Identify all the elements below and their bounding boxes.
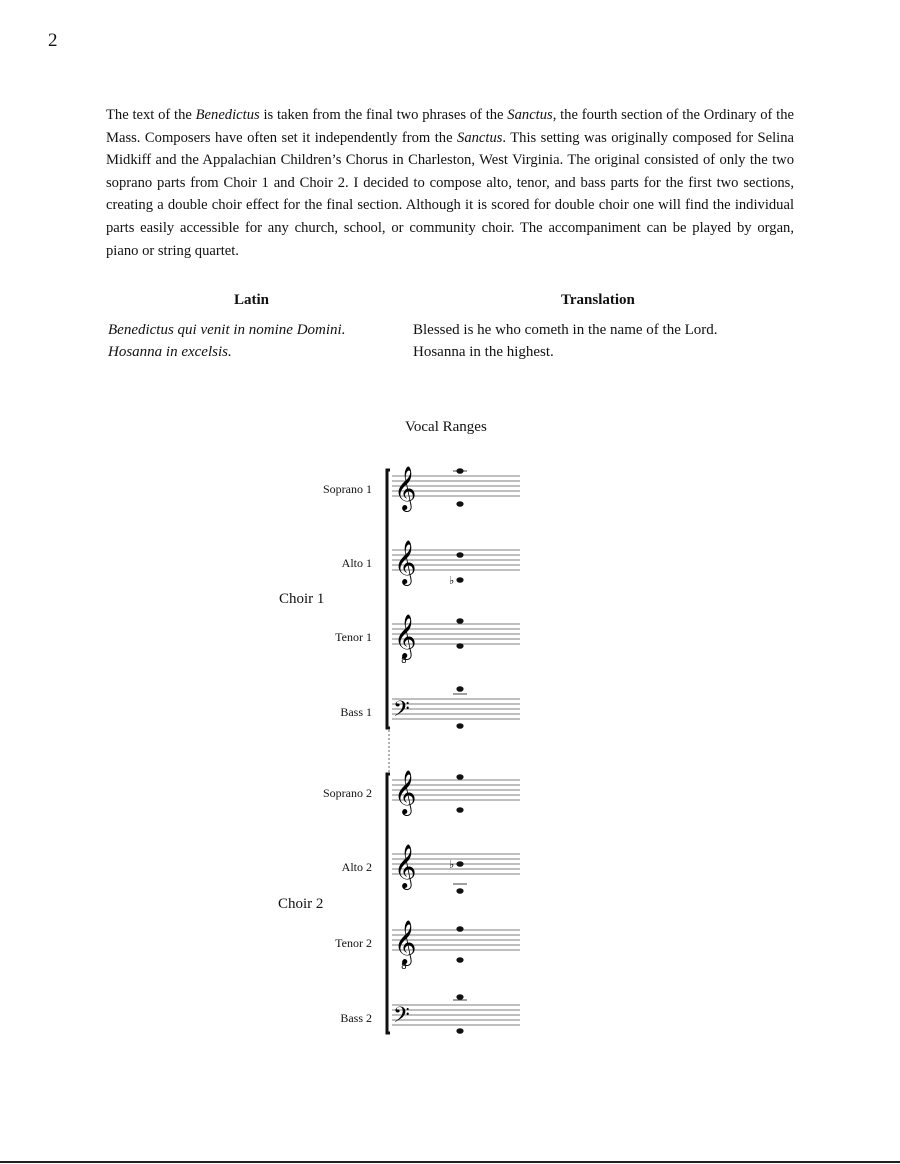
treble-clef-icon: 𝄞 xyxy=(394,466,417,510)
staff-label-soprano-1: Soprano 1 xyxy=(323,482,372,496)
intro-emphasis-sanctus-1: Sanctus xyxy=(507,107,553,123)
range-note-low xyxy=(456,577,463,583)
staff-label-bass-1: Bass 1 xyxy=(340,705,372,719)
latin-line-2: Hosanna in excelsis. xyxy=(108,344,232,360)
staff-label-tenor-2: Tenor 2 xyxy=(335,936,372,950)
range-note-low xyxy=(456,807,463,813)
bass-clef-icon: 𝄢 xyxy=(393,1003,410,1033)
range-note-high xyxy=(456,926,463,932)
treble-clef-icon: 𝄞 xyxy=(394,770,417,814)
intro-text-4: . This setting was originally composed for Selina Midkiff and the Appalachian Children’s Chorus in Charleston, West Virginia. The original consisted of only the two soprano parts from Choir 1 and Choir 2. I decided to compose alto, tenor, and bass parts for the first two sections, creating a double choir effect for the final section. Although it is scored for double choir one will find the individual parts easily accessible for any church, school, or community choir. The accompaniment can be played by organ, piano or string quartet. xyxy=(106,129,794,259)
staff-label-soprano-2: Soprano 2 xyxy=(323,786,372,800)
intro-text-3: , the fourth section of the Ordinary of the Mass. Composers have often set it independently from the xyxy=(106,107,794,146)
page-bottom-rule xyxy=(0,1161,900,1163)
translation-column-header: Translation xyxy=(561,292,635,308)
range-note-high xyxy=(456,552,463,558)
choir-2-bracket xyxy=(387,774,390,1033)
range-note-low xyxy=(456,1028,463,1034)
choir-1-bracket xyxy=(387,470,390,728)
range-note-high xyxy=(456,618,463,624)
range-note-low xyxy=(456,501,463,507)
intro-emphasis-sanctus-2: Sanctus xyxy=(457,129,503,146)
flat-icon: ♭ xyxy=(449,858,455,871)
staff-lines-bass-2 xyxy=(392,1005,520,1025)
bass-clef-icon: 𝄢 xyxy=(393,697,410,727)
treble-clef-icon: 𝄞 xyxy=(394,844,417,888)
staff-label-alto-2: Alto 2 xyxy=(341,860,372,874)
octave-mark-icon: 8 xyxy=(401,656,407,666)
choir-1-label: Choir 1 xyxy=(279,591,325,607)
page-number: 2 xyxy=(48,30,58,51)
choir-2-label: Choir 2 xyxy=(278,896,324,912)
translation-line-1: Blessed is he who cometh in the name of the Lord. xyxy=(413,322,718,338)
range-note-low xyxy=(456,957,463,963)
vocal-ranges-title: Vocal Ranges xyxy=(405,419,487,435)
range-note-high xyxy=(456,774,463,780)
latin-line-1: Benedictus qui venit in nomine Domini. xyxy=(108,322,346,338)
intro-emphasis-benedictus: Benedictus xyxy=(195,107,260,123)
range-note-low xyxy=(456,888,463,894)
intro-text-1: The text of the xyxy=(106,107,196,123)
intro-text-2: is taken from the final two phrases of the xyxy=(259,107,508,123)
translation-line-2: Hosanna in the highest. xyxy=(413,344,554,360)
range-note-high xyxy=(456,686,463,692)
staff-label-bass-2: Bass 2 xyxy=(340,1011,372,1025)
staff-label-alto-1: Alto 1 xyxy=(341,556,372,570)
treble-clef-icon: 𝄞 xyxy=(394,614,417,658)
treble-clef-icon: 𝄞 xyxy=(394,920,417,964)
range-note-low xyxy=(456,723,463,729)
staff-label-tenor-1: Tenor 1 xyxy=(335,630,372,644)
octave-mark-icon: 8 xyxy=(401,962,407,972)
treble-clef-icon: 𝄞 xyxy=(394,540,417,584)
range-note-high xyxy=(456,861,463,867)
flat-icon: ♭ xyxy=(449,574,455,587)
latin-column-header: Latin xyxy=(234,292,270,308)
range-note-low xyxy=(456,643,463,649)
staff-lines-bass-1 xyxy=(392,699,520,719)
range-note-high xyxy=(456,994,463,1000)
